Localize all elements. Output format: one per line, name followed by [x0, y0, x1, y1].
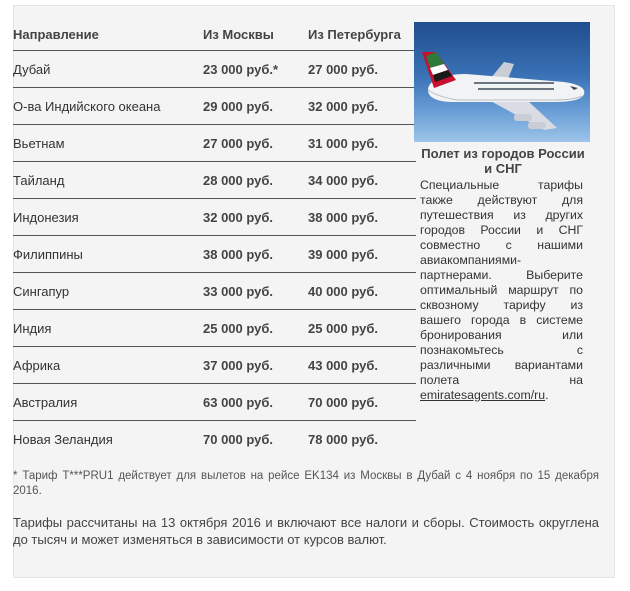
spb-price-cell: 34 000 руб. — [308, 162, 416, 199]
spb-price-cell: 25 000 руб. — [308, 310, 416, 347]
sidebar-title: Полет из городов России и СНГ — [421, 146, 585, 176]
spb-price-cell: 31 000 руб. — [308, 125, 416, 162]
header-moscow: Из Москвы — [203, 18, 308, 51]
header-spb: Из Петербурга — [308, 18, 416, 51]
destination-cell: Индия — [13, 310, 203, 347]
table-row — [13, 421, 416, 458]
sidebar-text — [420, 178, 583, 403]
spb-price-cell: 27 000 руб. — [308, 51, 416, 88]
table-row — [13, 236, 416, 273]
spb-price-cell: 39 000 руб. — [308, 236, 416, 273]
destination-cell: О-ва Индийского океана — [13, 88, 203, 125]
moscow-price-cell: 29 000 руб. — [203, 88, 308, 125]
airplane-icon — [414, 22, 590, 142]
table-row — [13, 199, 416, 236]
header-destination: Направление — [13, 18, 203, 51]
moscow-price-cell: 27 000 руб. — [203, 125, 308, 162]
spb-price-cell: 43 000 руб. — [308, 347, 416, 384]
destination-cell: Дубай — [13, 51, 203, 88]
table-row — [13, 310, 416, 347]
spb-price-cell: 78 000 руб. — [308, 431, 379, 447]
table-row — [13, 384, 416, 421]
moscow-price-cell: 63 000 руб. — [203, 384, 308, 421]
pricing-note: Тарифы рассчитаны на 13 октября 2016 и включают все налоги и сборы. Стоимость округлена до тысяч и может изменяться в зависимости от курсов валют. — [13, 515, 599, 547]
destination-cell: Тайланд — [13, 162, 203, 199]
table-header-row — [13, 18, 416, 51]
destination-cell: Индонезия — [13, 199, 203, 236]
table-row — [13, 51, 416, 88]
sidebar-body: Специальные тарифы также действуют для путешествия из других городов России и СНГ совместно с нашими авиакомпаниями-партнерами. Выберите оптимальный маршрут по сквозному тарифу из вашего города в системе бронирования или познакомьтесь с различными вариантами полета на — [420, 178, 583, 387]
moscow-price-cell: 28 000 руб. — [203, 162, 308, 199]
footnote: * Тариф T***PRU1 действует для вылетов на рейсе EK134 из Москвы в Дубай с 4 ноября по 15 декабря 2016. — [13, 470, 599, 497]
spb-price-cell: 70 000 руб. — [308, 384, 416, 421]
table-row — [13, 125, 416, 162]
table-row — [13, 162, 416, 199]
sidebar-text-end: . — [545, 388, 549, 402]
destination-cell: Вьетнам — [13, 125, 203, 162]
table-row — [13, 347, 416, 384]
destination-cell: Африка — [13, 347, 203, 384]
moscow-price-cell: 37 000 руб. — [203, 347, 308, 384]
spb-price-cell: 40 000 руб. — [308, 273, 416, 310]
moscow-price-cell: 38 000 руб. — [203, 236, 308, 273]
destination-cell: Новая Зеландия — [13, 431, 113, 447]
moscow-price-cell: 25 000 руб. — [203, 310, 308, 347]
table-row — [13, 88, 416, 125]
airplane-photo — [414, 22, 590, 142]
spb-price-cell: 32 000 руб. — [308, 88, 416, 125]
table-row — [13, 273, 416, 310]
destination-cell: Австралия — [13, 384, 203, 421]
moscow-price-cell: 23 000 руб.* — [203, 51, 308, 88]
spb-price-cell: 38 000 руб. — [308, 199, 416, 236]
moscow-price-cell: 32 000 руб. — [203, 199, 308, 236]
destination-cell: Филиппины — [13, 236, 203, 273]
moscow-price-cell: 70 000 руб. — [203, 431, 274, 447]
moscow-price-cell: 33 000 руб. — [203, 273, 308, 310]
fares-table — [13, 18, 416, 457]
emiratesagents-link[interactable]: emiratesagents.com/ru — [420, 388, 546, 402]
destination-cell: Сингапур — [13, 273, 203, 310]
